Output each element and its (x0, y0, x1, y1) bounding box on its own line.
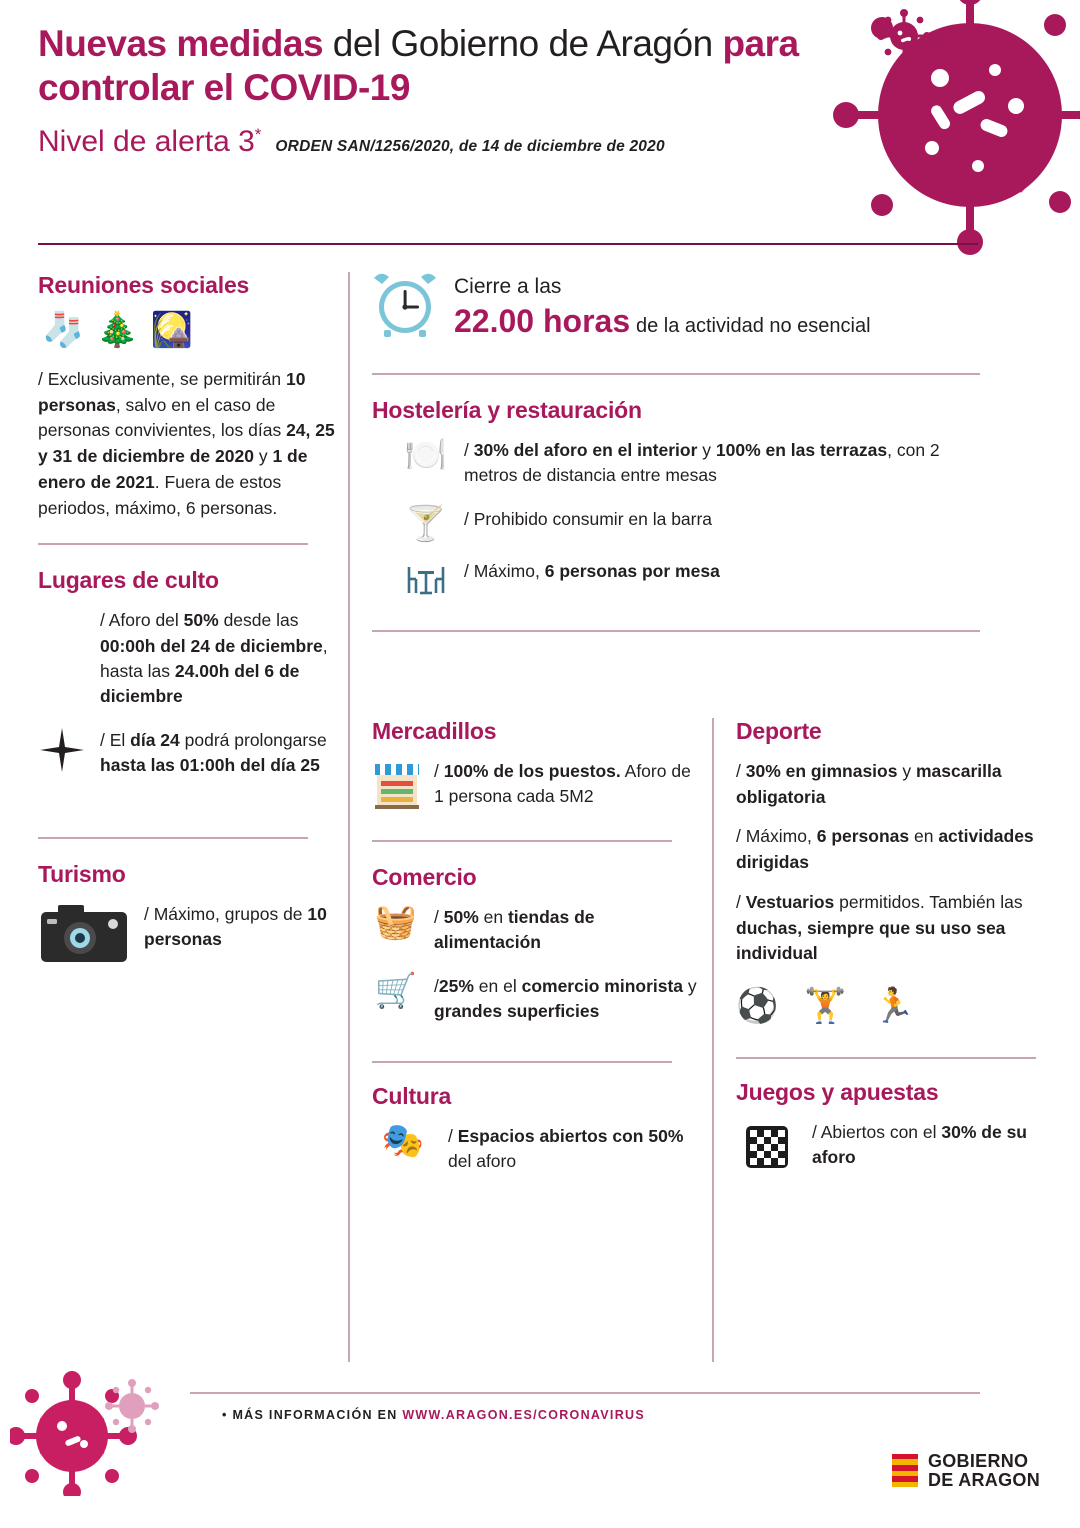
juegos-text (812, 1120, 1036, 1171)
alert-level-asterisk: * (254, 125, 262, 145)
merc-a: / (434, 761, 444, 781)
header-divider (38, 243, 978, 245)
section-title-mercadillos: Mercadillos (372, 718, 497, 744)
christmas-tree-icon: 🎄 (96, 311, 139, 349)
hosteleria-item-1-text (464, 438, 980, 489)
sport-icons-row (736, 987, 1036, 1026)
culto2a: / El (100, 729, 131, 750)
culto1a: / Aforo del (100, 610, 184, 631)
christmas-stocking-icon: 🧦 (42, 311, 85, 349)
dice-icon (742, 1120, 792, 1174)
h1c: y (697, 440, 716, 460)
c2c: en el (473, 975, 522, 996)
d2d: actividades dirigidas (736, 826, 1034, 873)
column-divider-right (712, 718, 714, 1362)
title-part1: Nuevas medidas (38, 23, 324, 64)
reuniones-t4: . Fuera de estos periodos, máximo, 6 personas. (38, 471, 282, 518)
reuniones-t1: / Exclusivamente, se permitirán (38, 369, 287, 389)
h1b: 30% del aforo en el interior (473, 440, 698, 460)
cultura-item (372, 1121, 702, 1175)
cul-a: / (448, 1125, 458, 1146)
c1c: en (478, 907, 508, 927)
section-title-deporte: Deporte (736, 718, 822, 744)
d1b: 30% en gimnasios (745, 761, 898, 781)
shopping-cart-icon: 🛒 (374, 971, 418, 1010)
c1a: / (434, 907, 444, 927)
right-column (736, 718, 1036, 1197)
gob-line-2: DE ARAGON (927, 1469, 1040, 1490)
culto1f: 24.00h del 6 de diciembre (100, 661, 300, 707)
hosteleria-item-3-text (464, 559, 720, 584)
comercio-item-2 (372, 971, 702, 1025)
right-divider (736, 1057, 1036, 1059)
left-divider-1 (38, 543, 308, 545)
header (38, 22, 868, 159)
coronavirus-small-icon (876, 8, 932, 64)
footer-info (222, 1408, 645, 1422)
aragon-flag-icon (892, 1454, 918, 1488)
reuniones-b1: 10 personas (38, 369, 306, 415)
market-stall-icon-wrap (372, 759, 420, 816)
culto2c: podrá prolongarse (179, 729, 327, 750)
culto-item-1-text (100, 608, 338, 710)
cierre-row (372, 272, 980, 343)
left-column (38, 272, 338, 987)
culto1c: desde las (218, 610, 299, 631)
culto1e: , hasta las (100, 635, 328, 682)
weight-lifter-icon: 🏋️ (804, 987, 847, 1026)
hosteleria-item-2 (402, 504, 980, 543)
middle-divider-2 (372, 1061, 672, 1063)
christmas-icons-row (42, 313, 338, 347)
culto1b: 50% (183, 610, 219, 631)
shopping-basket-icon-wrap (372, 905, 420, 939)
h1d: 100% en las terrazas (715, 440, 888, 460)
c2e: y (683, 975, 697, 996)
h1e: , con 2 metros de distancia entre mesas (464, 440, 940, 486)
turismo-a: / Máximo, grupos de (144, 903, 308, 924)
cul-c: del aforo (448, 1150, 517, 1171)
deporte-item-3 (736, 890, 1036, 967)
cocktail-icon: 🍸 (404, 504, 448, 543)
footer-info-text: MÁS INFORMACIÓN EN (232, 1408, 403, 1422)
d3a: / (736, 891, 746, 912)
culto-item-2-text (100, 728, 338, 779)
cul-b: Espacios abiertos con 50% (457, 1125, 684, 1146)
reuniones-b3: 1 de enero de 2021 (38, 446, 308, 492)
culto-item-1 (38, 608, 338, 710)
footer-bullet: • (222, 1408, 228, 1422)
table-chairs-icon-wrap (402, 559, 450, 604)
turismo-item (38, 902, 338, 969)
section-title-turismo: Turismo (38, 860, 126, 887)
j-a: / Abiertos con el (812, 1122, 942, 1143)
room-service-tray-icon: 🍽️ (404, 436, 448, 474)
shopping-basket-icon: 🧺 (374, 903, 418, 941)
camera-icon-wrap (38, 902, 130, 969)
d1a: / (736, 761, 746, 781)
comercio-item-2-text (434, 974, 702, 1025)
government-logo (892, 1452, 1040, 1490)
shopping-cart-icon-wrap (372, 971, 420, 1010)
cierre-text (454, 274, 871, 340)
section-title-reuniones: Reuniones sociales (38, 272, 250, 298)
christmas-bauble-icon: 🎑 (150, 311, 194, 349)
cultura-text (448, 1124, 702, 1175)
section-title-comercio: Comercio (372, 864, 477, 890)
h3b: 6 personas por mesa (544, 560, 720, 581)
c2d: comercio minorista (521, 975, 684, 996)
left-divider-2 (38, 837, 308, 839)
mercadillos-text (434, 759, 702, 810)
alert-level (38, 125, 261, 159)
coronavirus-bottom-small-icon (104, 1378, 160, 1434)
section-title-juegos: Juegos y apuestas (736, 1079, 939, 1106)
culto2b: día 24 (130, 729, 180, 750)
comercio-item-1 (372, 905, 702, 956)
h3a: / Máximo, (464, 560, 545, 581)
room-service-tray-icon-wrap (402, 438, 450, 472)
d3b: Vestuarios (745, 891, 835, 912)
reuniones-t3: y (253, 446, 273, 467)
top-wide-section (372, 272, 980, 632)
d1d: mascarilla obligatoria (736, 761, 1002, 807)
middle-divider-1 (372, 840, 672, 842)
comercio-item-1-text (434, 905, 702, 956)
subtitle-row (38, 125, 868, 159)
hosteleria-item-2-text: / Prohibido consumir en la barra (464, 508, 713, 529)
reuniones-t2: , salvo en el caso de personas convivientes, los días (38, 394, 287, 441)
culto1d: 00:00h del 24 de diciembre (100, 635, 323, 656)
title-part2: del Gobierno de Aragón (323, 23, 723, 64)
deporte-item-1 (736, 759, 1036, 810)
d1c: y (897, 761, 916, 781)
government-logo-text (928, 1452, 1040, 1490)
theater-masks-icon: 🎭 (381, 1121, 425, 1160)
d3d: duchas, siempre que su uso sea individual (736, 917, 1006, 964)
theater-masks-icon-wrap (372, 1121, 434, 1160)
h1a: / (464, 440, 474, 460)
cierre-hour: 22.00 horas (454, 302, 631, 339)
mercadillos-item (372, 759, 702, 816)
hosteleria-item-1 (402, 438, 980, 489)
culto-star-icon (38, 728, 86, 777)
alarm-clock-icon-wrap (372, 272, 438, 343)
alert-level-text: Nivel de alerta 3 (38, 125, 255, 159)
order-reference: ORDEN SAN/1256/2020, de 14 de diciembre de 2020 (275, 138, 665, 156)
culto-item-2 (38, 728, 338, 779)
reuniones-text (38, 367, 338, 521)
reuniones-b2: 24, 25 y 31 de diciembre de 2020 (38, 420, 335, 467)
hosteleria-item-3 (402, 559, 980, 604)
d2a: / Máximo, (736, 826, 817, 847)
alarm-clock-icon (372, 272, 438, 338)
page-title (38, 22, 868, 109)
section-title-culto: Lugares de culto (38, 567, 219, 594)
footer-divider (190, 1392, 980, 1394)
star-icon (40, 728, 84, 772)
d2b: 6 personas (816, 826, 910, 847)
turismo-b: 10 personas (144, 903, 327, 949)
middle-column (372, 718, 702, 1192)
d3c: permitidos. También las (834, 891, 1023, 912)
c2f: grandes superficies (434, 1001, 600, 1022)
c2a: / (434, 975, 439, 996)
column-divider-left (348, 272, 350, 1362)
section-title-cultura: Cultura (372, 1082, 452, 1109)
section-title-hosteleria: Hostelería y restauración (372, 397, 642, 423)
gob-line-1: GOBIERNO (927, 1451, 1029, 1471)
soccer-ball-icon: ⚽ (736, 987, 779, 1026)
j-b: 30% de su aforo (812, 1122, 1027, 1168)
d2c: en (909, 826, 939, 847)
merc-b: 100% de los puestos. (443, 761, 621, 781)
title-part3: para controlar el COVID-19 (38, 23, 799, 108)
c2b: 25% (438, 975, 474, 996)
footer-url[interactable]: WWW.ARAGON.ES/CORONAVIRUS (402, 1408, 645, 1422)
cierre-rest: de la actividad no esencial (635, 314, 871, 337)
culto2d: hasta las 01:00h del día 25 (100, 755, 320, 776)
c1d: tiendas de alimentación (434, 907, 595, 953)
deporte-item-2 (736, 824, 1036, 875)
cocktail-icon-wrap (402, 504, 450, 543)
market-stall-icon (372, 759, 422, 811)
turismo-text (144, 902, 338, 953)
cierre-divider (372, 373, 980, 375)
runner-icon: 🏃 (872, 987, 916, 1026)
dice-icon-wrap (736, 1120, 798, 1179)
camera-icon (40, 902, 128, 964)
c1b: 50% (443, 907, 479, 927)
table-chairs-icon (402, 559, 450, 599)
juegos-item (736, 1120, 1036, 1179)
hosteleria-divider (372, 630, 980, 632)
cierre-line1: Cierre a las (454, 275, 562, 299)
merc-c: Aforo de 1 persona cada 5M2 (434, 761, 691, 807)
